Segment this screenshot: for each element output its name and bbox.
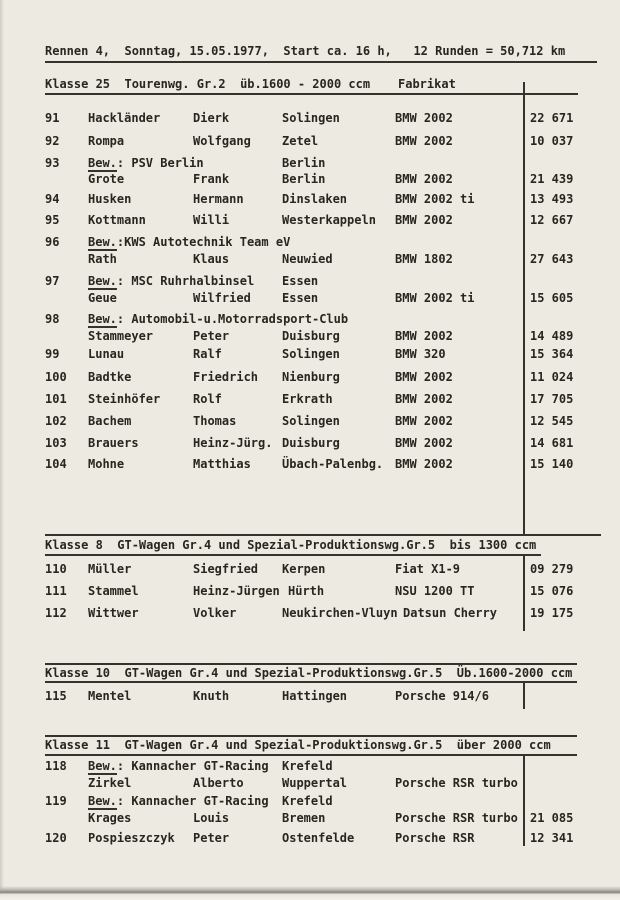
entry-car: BMW 2002 ti [395,192,475,206]
section-rule-bottom [45,681,577,683]
table-row [0,134,620,151]
table-row [0,312,620,329]
table-row [0,414,620,431]
license-number: 21 085 [530,811,574,825]
entry-car: BMW 2002 [395,392,453,406]
entry-car: Fiat X1-9 [395,562,461,576]
entry-firstname: Klaus [193,252,230,266]
table-row [0,329,620,346]
entry-city: Erkrath [282,392,333,406]
entry-city: Zetel [282,134,319,148]
entry-city: Solingen [282,111,340,125]
license-number: 09 279 [530,562,574,576]
entrant-label: Bew. [88,235,117,249]
entrant-line [88,235,290,249]
section-rule-bottom [45,554,541,556]
entry-surname: Badtke [88,370,132,384]
entry-surname: Rompa [88,134,125,148]
table-row [0,689,620,706]
entry-city: Wuppertal [282,776,348,790]
table-row [0,235,620,252]
entry-firstname: Willi [193,213,230,227]
start-number: 96 [45,235,60,249]
entry-city: Bremen [282,811,326,825]
entry-city: Nienburg [282,370,340,384]
entrant-club: : PSV Berlin [116,156,204,170]
entry-firstname: Wilfried [193,291,251,305]
table-row [0,776,620,793]
entry-car: Porsche 914/6 [395,689,489,703]
entry-car: BMW 320 [395,347,446,361]
entry-firstname: Thomas [193,414,237,428]
table-row [0,457,620,474]
entrant-line [88,156,204,170]
table-row [0,562,620,579]
entry-surname: Rath [88,252,117,266]
entry-firstname: Heinz-Jürg. [193,436,273,450]
start-number: 120 [45,831,67,845]
start-number: 112 [45,606,67,620]
table-row [0,274,620,291]
start-number: 104 [45,457,67,471]
table-row [0,252,620,269]
entry-city: Westerkappeln [282,213,376,227]
entry-firstname: Volker [193,606,237,620]
section-title-klasse-25: Klasse 25 Tourenwg. Gr.2 üb.1600 - 2000 ccm [45,77,371,91]
table-row [0,606,620,623]
table-row [0,192,620,209]
scan-bottom-edge [0,886,620,900]
entrant-club: : MSC Ruhrhalbinsel [116,274,255,288]
entry-car: BMW 2002 [395,436,453,450]
start-number: 95 [45,213,60,227]
license-number: 14 681 [530,436,574,450]
license-number: 11 024 [530,370,574,384]
entry-surname: Brauers [88,436,139,450]
entrant-club: : Kannacher GT-Racing [116,794,269,808]
entrant-label: Bew. [88,759,117,773]
start-number: 94 [45,192,60,206]
license-number: 17 705 [530,392,574,406]
entry-surname: Zirkel [88,776,132,790]
entry-surname: Geue [88,291,117,305]
entry-firstname: Heinz-Jürgen [193,584,280,598]
start-number: 91 [45,111,60,125]
entry-car: BMW 2002 [395,329,453,343]
entry-firstname: Alberto [193,776,244,790]
entry-city: Ostenfelde [282,831,355,845]
section-title-klasse-11: Klasse 11 GT-Wagen Gr.4 und Spezial-Produktionswg.Gr.5 über 2000 ccm [45,738,551,752]
license-number: 14 489 [530,329,574,343]
start-number: 93 [45,156,60,170]
entry-car: BMW 2002 [395,213,453,227]
entry-surname: Grote [88,172,125,186]
license-number: 12 545 [530,414,574,428]
entry-firstname: Dierk [193,111,230,125]
entrant-club: :KWS Autotechnik Team eV [116,235,291,249]
start-number: 100 [45,370,67,384]
entry-city: Neukirchen-Vluyn [282,606,398,620]
start-number: 92 [45,134,60,148]
license-number: 15 364 [530,347,574,361]
entry-firstname: Matthias [193,457,251,471]
entry-firstname: Peter [193,329,230,343]
entry-surname: Krages [88,811,132,825]
entry-car: Porsche RSR turbo [395,811,518,825]
start-number: 99 [45,347,60,361]
section-rule-top [45,534,601,536]
start-number: 111 [45,584,67,598]
license-number: 15 140 [530,457,574,471]
entry-city: Kerpen [282,562,326,576]
entry-firstname: Wolfgang [193,134,251,148]
table-row [0,392,620,409]
entry-car: BMW 2002 ti [395,291,475,305]
table-row [0,794,620,811]
entry-car: BMW 1802 [395,252,453,266]
table-row [0,811,620,828]
entry-city: Neuwied [282,252,333,266]
entry-surname: Husken [88,192,132,206]
entry-city: Krefeld [282,759,333,773]
entrant-line [88,274,254,288]
entry-car: Porsche RSR turbo [395,776,518,790]
entry-surname: Wittwer [88,606,139,620]
entry-surname: Stammel [88,584,139,598]
table-row [0,436,620,453]
table-row [0,759,620,776]
entry-surname: Pospieszczyk [88,831,175,845]
entry-firstname: Peter [193,831,230,845]
entry-city: Duisburg [282,329,340,343]
race-header: Rennen 4, Sonntag, 15.05.1977, Start ca. 16 h, 12 Runden = 50,712 km [45,44,566,58]
entry-firstname: Knuth [193,689,230,703]
license-number: 13 493 [530,192,574,206]
entry-surname: Mentel [88,689,132,703]
license-number: 21 439 [530,172,574,186]
table-row [0,291,620,308]
entry-car: BMW 2002 [395,134,453,148]
section-rule-top [45,735,577,737]
start-number: 110 [45,562,67,576]
header-underline [45,61,597,63]
start-number: 102 [45,414,67,428]
entry-firstname: Siegfried [193,562,259,576]
entry-car: Datsun Cherry [403,606,497,620]
license-number: 27 643 [530,252,574,266]
entry-surname: Müller [88,562,132,576]
license-number: 15 076 [530,584,574,598]
section-rule-top [45,663,577,665]
table-row [0,213,620,230]
entry-surname: Lunau [88,347,125,361]
entry-firstname: Frank [193,172,230,186]
entry-city: Übach-Palenbg. [282,457,384,471]
entry-surname: Hackländer [88,111,161,125]
section-rule-bottom [45,754,577,756]
entry-car: BMW 2002 [395,370,453,384]
license-number: 10 037 [530,134,574,148]
entry-car: BMW 2002 [395,457,453,471]
entry-city: Dinslaken [282,192,348,206]
entry-city: Hürth [288,584,325,598]
table-row [0,111,620,128]
start-number: 101 [45,392,67,406]
entry-city: Berlin [282,172,326,186]
table-row [0,584,620,601]
entry-firstname: Hermann [193,192,244,206]
entry-car: BMW 2002 [395,414,453,428]
table-row [0,370,620,387]
start-number: 103 [45,436,67,450]
entrant-club: : Kannacher GT-Racing [116,759,269,773]
entry-firstname: Louis [193,811,230,825]
entrant-label: Bew. [88,156,117,170]
table-row [0,156,620,173]
table-row [0,347,620,364]
entry-city: Duisburg [282,436,340,450]
entry-surname: Mohne [88,457,125,471]
entrant-line [88,312,348,326]
license-number: 12 341 [530,831,574,845]
license-number: 22 671 [530,111,574,125]
start-number: 118 [45,759,67,773]
entry-firstname: Ralf [193,347,222,361]
license-number: 15 605 [530,291,574,305]
start-number: 115 [45,689,67,703]
entry-firstname: Friedrich [193,370,259,384]
start-number: 119 [45,794,67,808]
entry-city: Berlin [282,156,326,170]
entrant-line [88,759,269,773]
entry-surname: Stammeyer [88,329,154,343]
entry-car: BMW 2002 [395,172,453,186]
start-number: 98 [45,312,60,326]
entry-surname: Steinhöfer [88,392,161,406]
section-underline [45,93,578,95]
entry-car: Porsche RSR [395,831,475,845]
entry-surname: Kottmann [88,213,146,227]
entrant-label: Bew. [88,794,117,808]
entry-surname: Bachem [88,414,132,428]
entry-city: Solingen [282,347,340,361]
entry-car: BMW 2002 [395,111,453,125]
entrant-label: Bew. [88,274,117,288]
section-title-klasse-10: Klasse 10 GT-Wagen Gr.4 und Spezial-Produktionswg.Gr.5 Üb.1600-2000 ccm [45,666,573,680]
license-number: 19 175 [530,606,574,620]
entrant-line [88,794,269,808]
section-title-klasse-8: Klasse 8 GT-Wagen Gr.4 und Spezial-Produktionswg.Gr.5 bis 1300 ccm [45,538,537,552]
entrant-label: Bew. [88,312,117,326]
entry-city: Krefeld [282,794,333,808]
start-number: 97 [45,274,60,288]
entry-car: NSU 1200 TT [395,584,475,598]
license-number: 12 667 [530,213,574,227]
entry-city: Hattingen [282,689,348,703]
entry-city: Essen [282,291,319,305]
entry-city: Essen [282,274,319,288]
entry-firstname: Rolf [193,392,222,406]
fabrikat-column-header: Fabrikat [398,77,456,91]
table-row [0,831,620,848]
entry-city: Solingen [282,414,340,428]
table-row [0,172,620,189]
entrant-club: : Automobil-u.Motorradsport-Club [116,312,349,326]
